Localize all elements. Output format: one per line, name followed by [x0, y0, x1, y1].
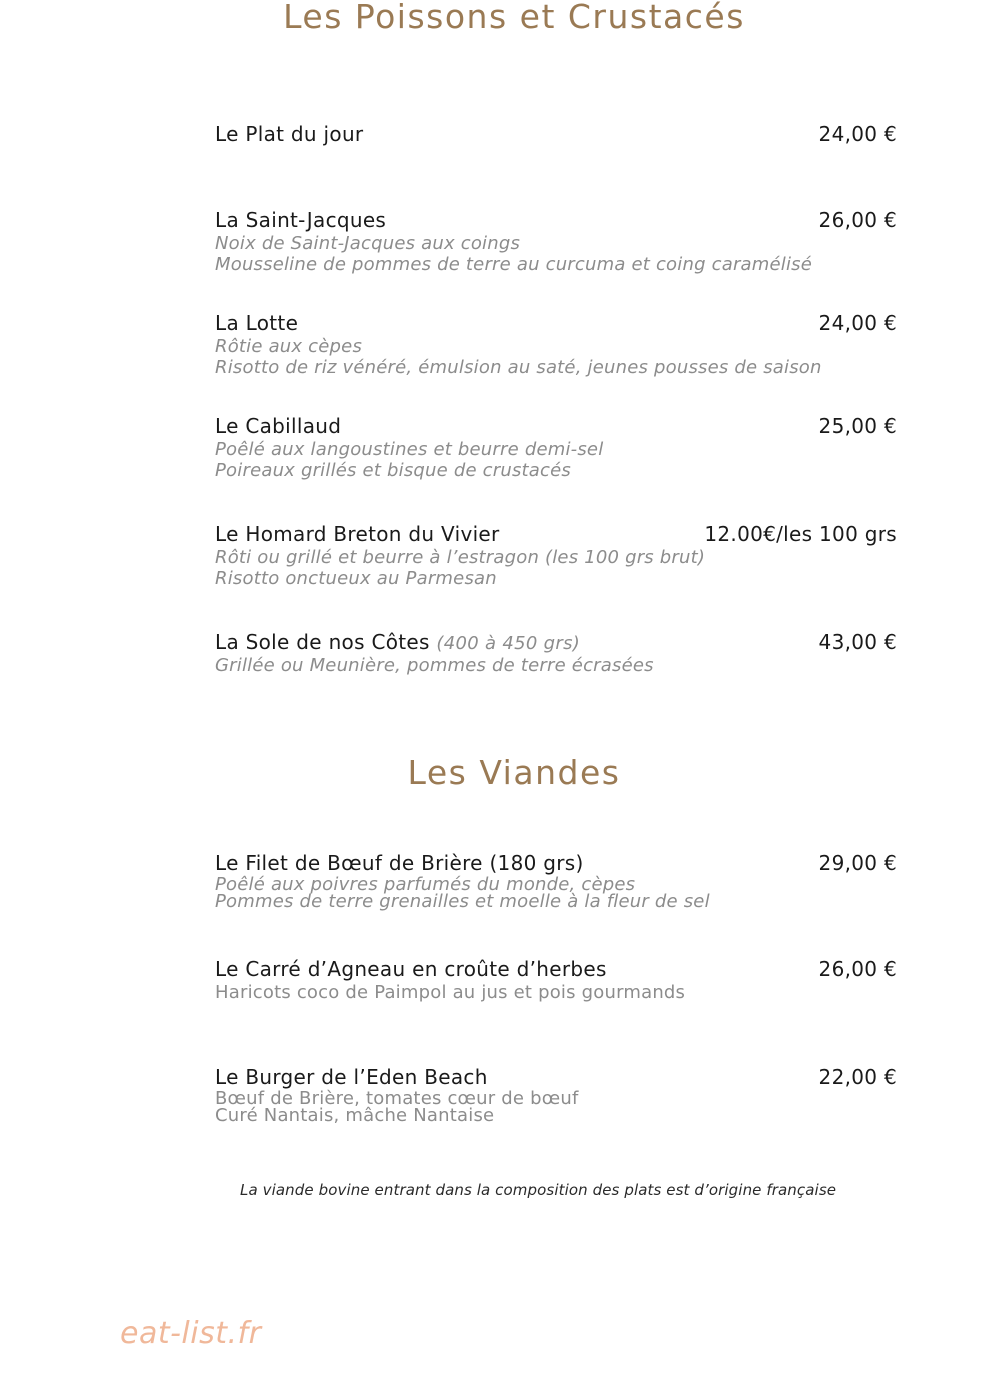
- item-name: La Lotte: [215, 311, 299, 335]
- item-description: Haricots coco de Paimpol au jus et pois gourmands: [215, 982, 686, 1003]
- item-price: 29,00 €: [818, 851, 897, 875]
- item-description: Curé Nantais, mâche Nantaise: [215, 1105, 495, 1126]
- item-price: 12.00€/les 100 grs: [704, 522, 897, 546]
- origin-footnote: La viande bovine entrant dans la composition des plats est d’origine française: [240, 1181, 837, 1199]
- item-description: Poireaux grillés et bisque de crustacés: [215, 460, 571, 481]
- item-name: Le Burger de l’Eden Beach: [215, 1065, 488, 1089]
- menu-item-homard: [215, 521, 897, 589]
- item-name: Le Homard Breton du Vivier: [215, 522, 500, 546]
- watermark-logo: eat-list.fr: [120, 1316, 262, 1351]
- section-title-fish: Les Poissons et Crustacés: [283, 0, 745, 36]
- item-name: Le Filet de Bœuf de Brière (180 grs): [215, 851, 584, 875]
- menu-item-sole: [215, 629, 897, 676]
- menu-item-lotte: [215, 310, 897, 378]
- item-weight-note: (400 à 450 grs): [436, 633, 581, 654]
- item-name: Le Plat du jour: [215, 122, 364, 146]
- item-description: Mousseline de pommes de terre au curcuma et coing caramélisé: [215, 254, 813, 275]
- item-description: Grillée ou Meunière, pommes de terre écrasées: [215, 655, 654, 676]
- item-description: Rôti ou grillé et beurre à l’estragon (les 100 grs brut): [215, 547, 706, 568]
- item-description: Rôtie aux cèpes: [215, 336, 363, 357]
- item-price: 22,00 €: [818, 1065, 897, 1089]
- menu-item-burger: [215, 1064, 897, 1124]
- menu-item-filet-boeuf: [215, 850, 897, 910]
- item-description: Poêlé aux langoustines et beurre demi-sel: [215, 439, 604, 460]
- item-name: La Saint-Jacques: [215, 208, 387, 232]
- menu-item-plat-du-jour: [215, 121, 897, 147]
- item-description: Poêlé aux poivres parfumés du monde, cèpes: [215, 874, 636, 895]
- item-name-with-note: [215, 629, 580, 657]
- menu-item-cabillaud: [215, 413, 897, 481]
- item-description: Pommes de terre grenailles et moelle à la fleur de sel: [215, 891, 710, 912]
- menu-item-carre-agneau: [215, 956, 897, 1003]
- menu-item-saint-jacques: [215, 207, 897, 275]
- item-price: 24,00 €: [818, 311, 897, 335]
- section-title-meat: Les Viandes: [407, 753, 621, 792]
- item-description: Risotto onctueux au Parmesan: [215, 568, 497, 589]
- item-name: Le Cabillaud: [215, 414, 342, 438]
- item-price: 24,00 €: [818, 122, 897, 146]
- item-price: 26,00 €: [818, 208, 897, 232]
- item-price: 43,00 €: [818, 630, 897, 654]
- item-name: Le Carré d’Agneau en croûte d’herbes: [215, 957, 607, 981]
- item-description: Noix de Saint-Jacques aux coings: [215, 233, 521, 254]
- item-price: 25,00 €: [818, 414, 897, 438]
- item-description: Bœuf de Brière, tomates cœur de bœuf: [215, 1088, 579, 1109]
- item-price: 26,00 €: [818, 957, 897, 981]
- item-description: Risotto de riz vénéré, émulsion au saté, jeunes pousses de saison: [215, 357, 822, 378]
- item-name: La Sole de nos Côtes: [215, 630, 430, 654]
